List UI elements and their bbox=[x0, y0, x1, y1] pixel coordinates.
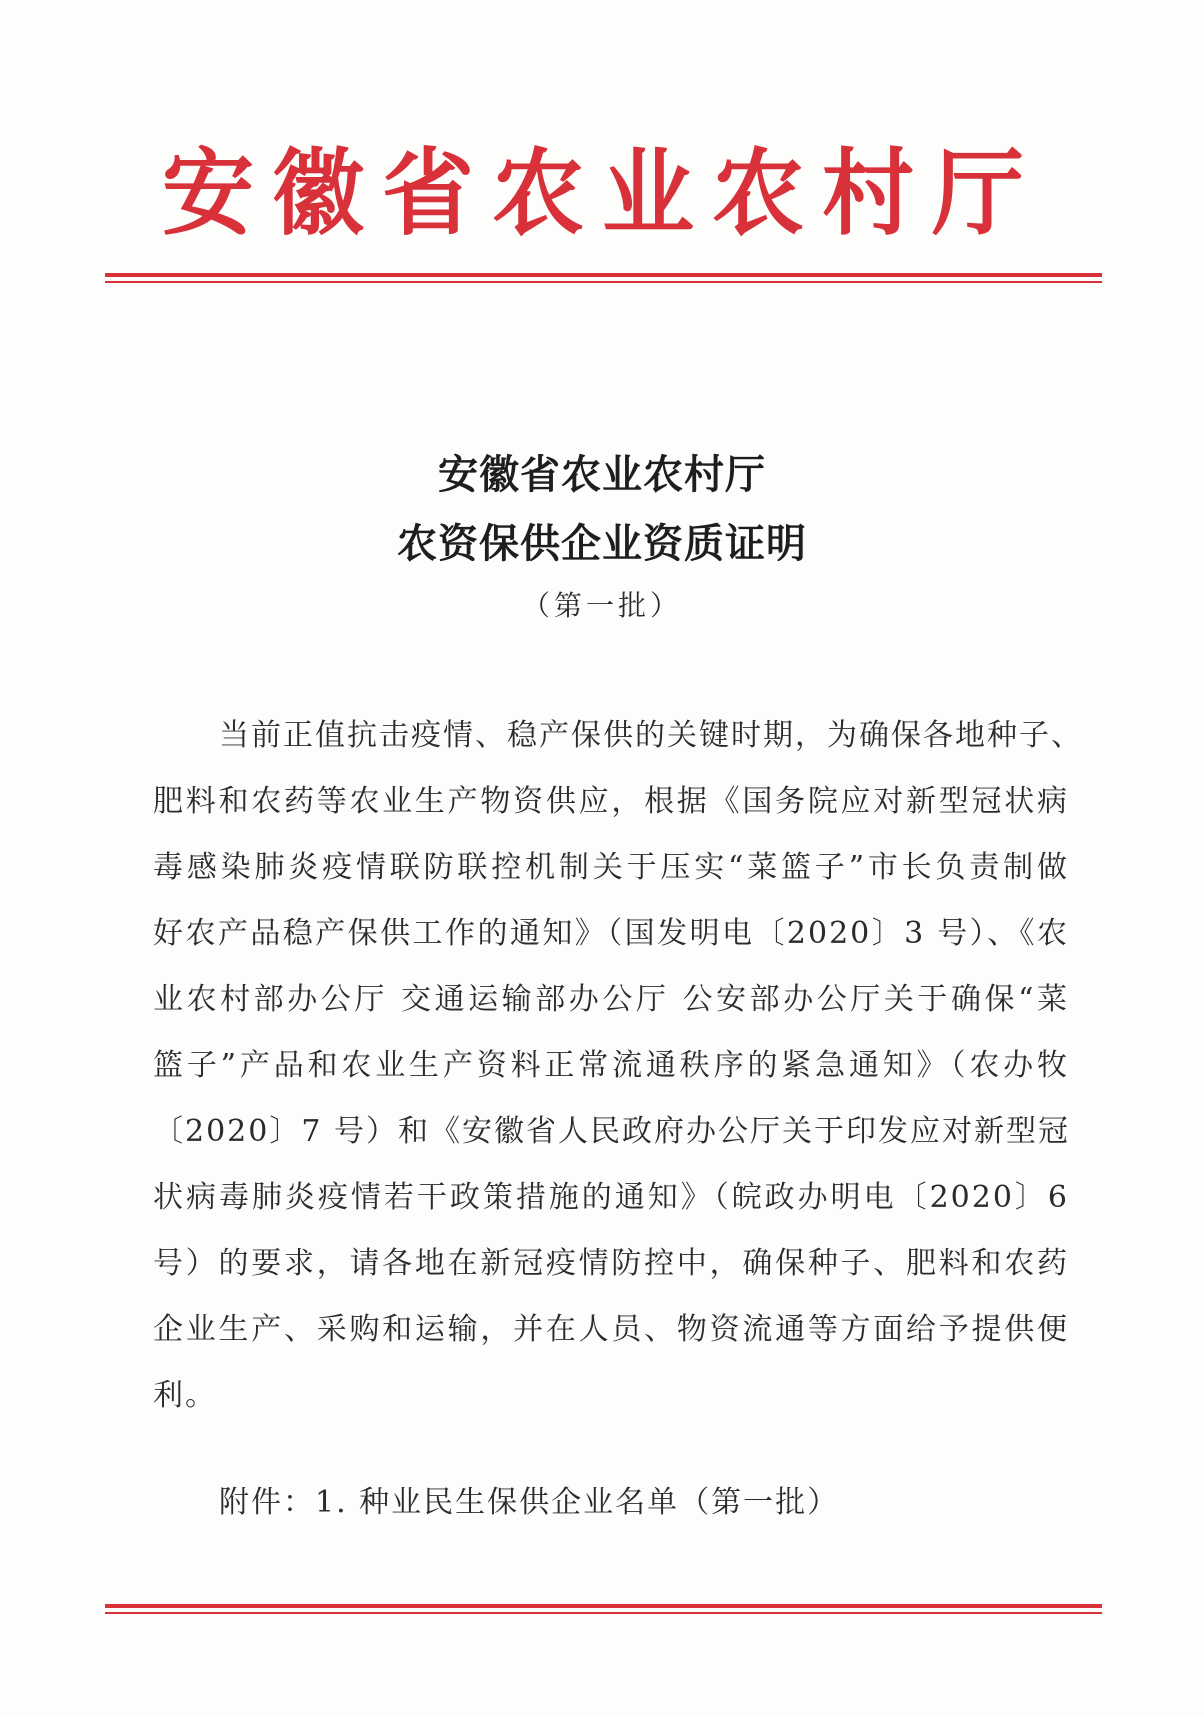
body-line: 毒感染肺炎疫情联防联控机制关于压实“菜篮子”市长负责制做 bbox=[153, 850, 1069, 885]
document-title-line2: 农资保供企业资质证明 bbox=[397, 520, 807, 567]
body-paragraph bbox=[153, 703, 1083, 1429]
body-line: 篮子”产品和农业生产资料正常流通秩序的紧急通知》（农办牧 bbox=[153, 1048, 1069, 1083]
body-line: 状病毒肺炎疫情若干政策措施的通知》（皖政办明电〔2020〕6 bbox=[153, 1180, 1069, 1215]
letterhead-title: 安徽省农业农村厅 bbox=[161, 137, 1042, 249]
body-line: 当前正值抗击疫情、稳产保供的关键时期，为确保各地种子、 bbox=[219, 718, 1083, 753]
body-line: 〔2020〕7 号）和《安徽省人民政府办公厅关于印发应对新型冠 bbox=[153, 1114, 1070, 1149]
body-line: 利。 bbox=[153, 1378, 217, 1413]
divider-thin-line bbox=[105, 1612, 1102, 1614]
divider-thin-line bbox=[105, 281, 1102, 283]
document-title-line1: 安徽省农业农村厅 bbox=[438, 451, 766, 498]
body-line: 肥料和农药等农业生产物资供应，根据《国务院应对新型冠状病 bbox=[153, 784, 1069, 819]
letterhead-divider bbox=[105, 273, 1102, 283]
document-batch: （第一批） bbox=[521, 589, 682, 622]
body-line: 好农产品稳产保供工作的通知》（国发明电〔2020〕3 号）、《农 bbox=[153, 916, 1069, 951]
body-line: 企业生产、采购和运输，并在人员、物资流通等方面给予提供便 bbox=[153, 1312, 1069, 1347]
divider-thick-line bbox=[105, 1604, 1102, 1608]
attachment-list-item: 附件：1. 种业民生保供企业名单（第一批） bbox=[219, 1485, 840, 1520]
body-line: 号）的要求，请各地在新冠疫情防控中，确保种子、肥料和农药 bbox=[153, 1246, 1069, 1281]
body-line: 业农村部办公厅 交通运输部办公厅 公安部办公厅关于确保“菜 bbox=[153, 982, 1069, 1017]
footer-divider bbox=[105, 1604, 1102, 1614]
divider-thick-line bbox=[105, 273, 1102, 277]
